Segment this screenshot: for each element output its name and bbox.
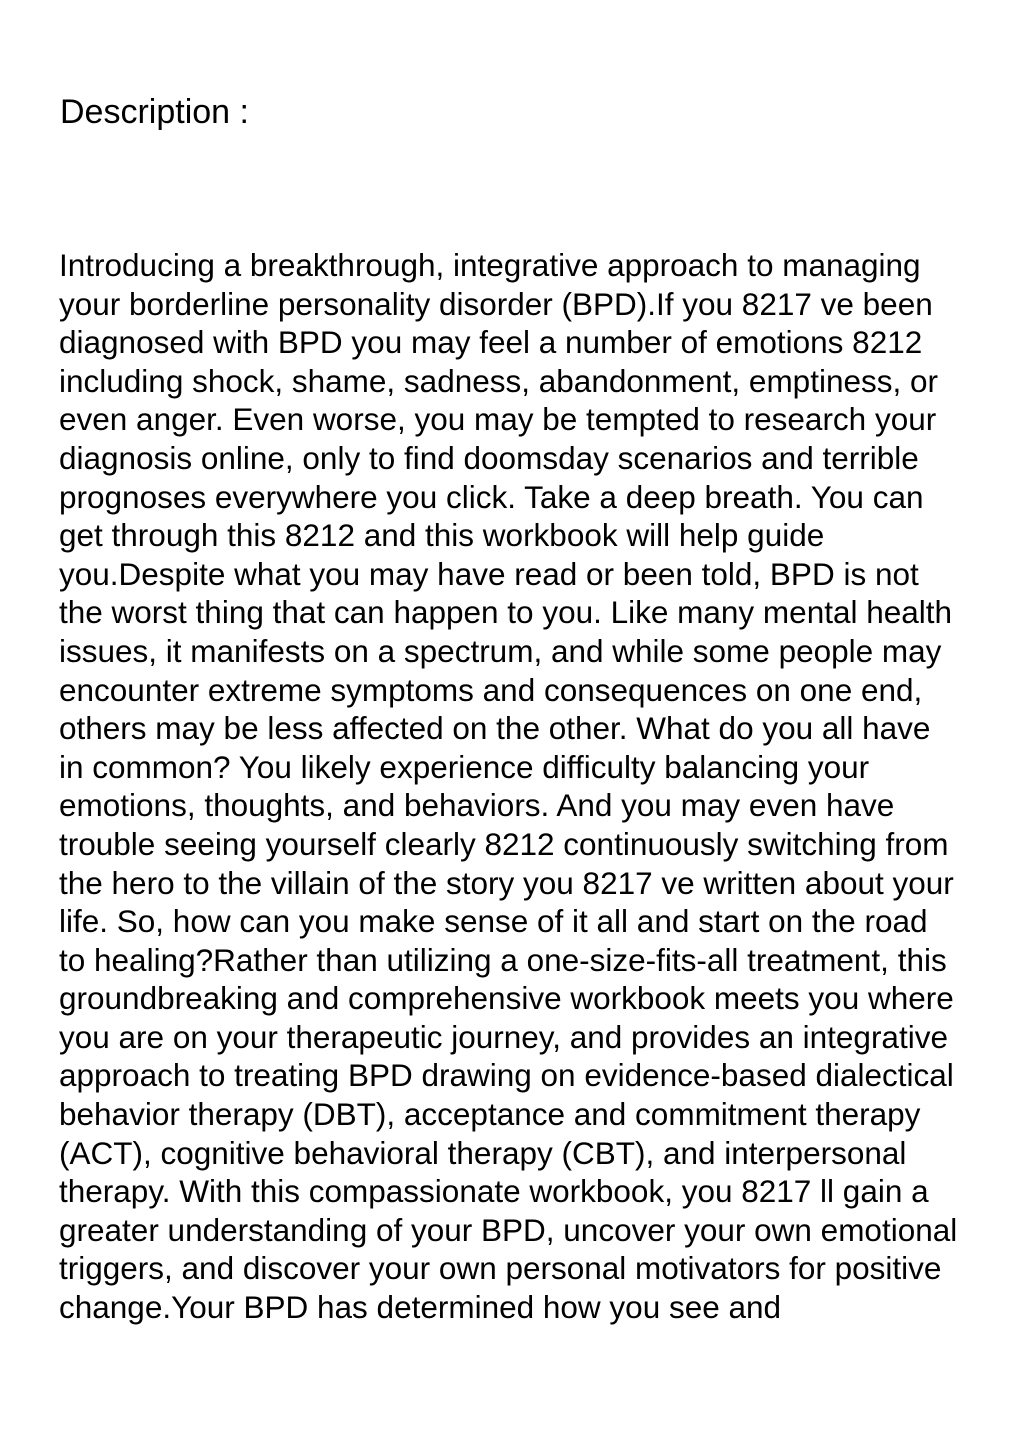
description-body-text: Introducing a breakthrough, integrative approach to managing your borderline personality disorder (BPD).If you 8217 ve been diagnosed with BPD you may feel a number of emotions 8212 including shock, shame, sadness, abandonment, emptiness, or even anger. Even worse, you may be tempted to research your diagnosis online, only to find doomsday scenarios and terrible prognoses everywhere you click. Take a deep breath. You can get through this 8212 and this workbook will help guide you.Despite what you may have read or been told, BPD is not the worst thing that can happen to you. Like many mental health issues, it manifests on a spectrum, and while some people may encounter extreme symptoms and consequences on one end, others may be less affected on the other. What do you all have in common? You likely experience difficulty balancing your emotions, thoughts, and behaviors. And you may even have trouble seeing yourself clearly 8212 continuously switching from the hero to the villain of the story you 8217 ve written about your life. So, how can you make sense of it all and start on the road to healing?Rather than utilizing a one-size-fits-all treatment, this groundbreaking and comprehensive workbook meets you where you are on your therapeutic journey, and provides an integrative approach to treating BPD drawing on evidence-based dialectical behavior therapy (DBT), acceptance and commitment therapy (ACT), cognitive behavioral therapy (CBT), and interpersonal therapy. With this compassionate workbook, you 8217 ll gain a greater understanding of your BPD, uncover your own emotional triggers, and discover your own personal motivators for positive change.Your BPD has determined how you see and — [59, 247, 958, 1326]
page-title: Description : — [60, 92, 249, 131]
